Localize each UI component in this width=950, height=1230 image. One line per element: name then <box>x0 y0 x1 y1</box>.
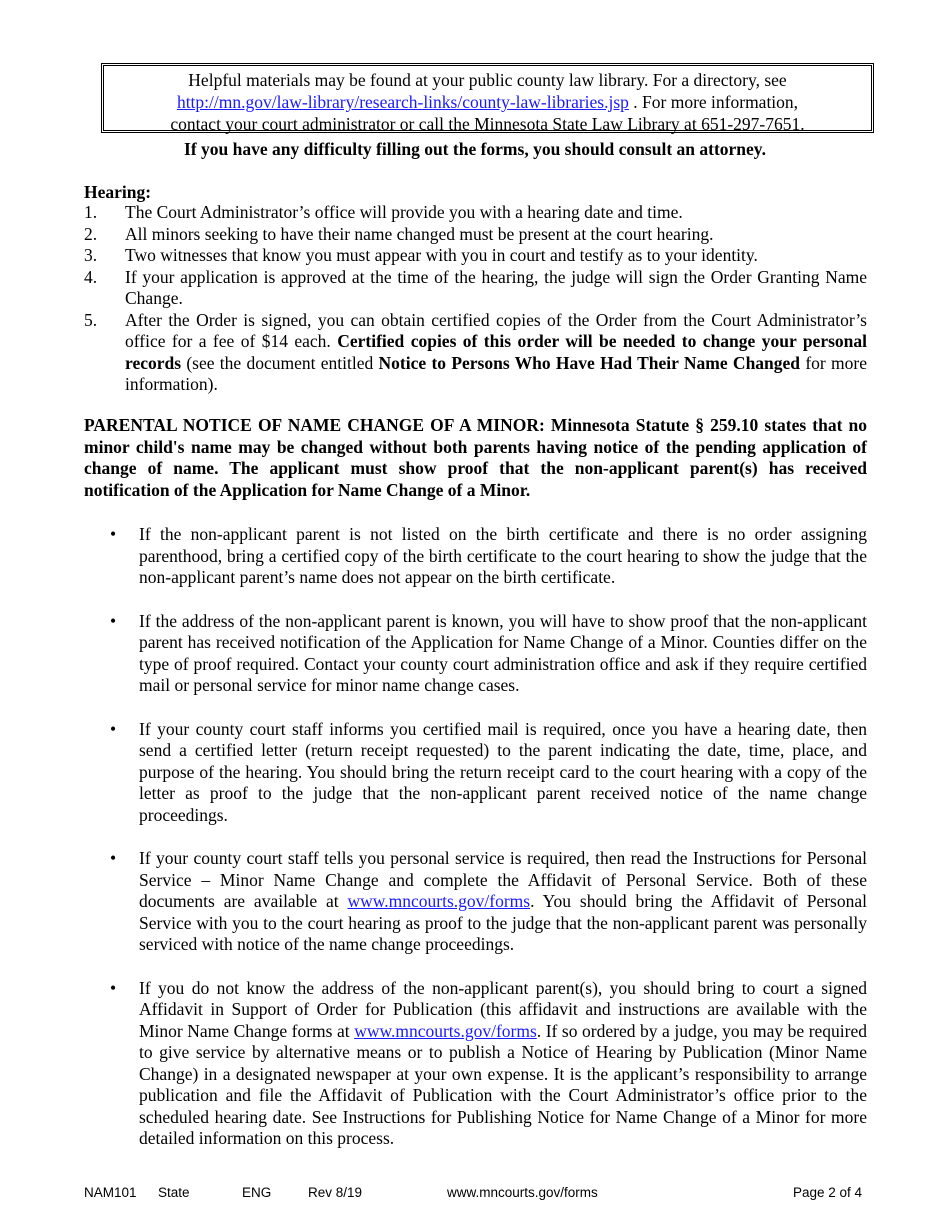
bullet-item <box>110 978 867 1150</box>
item-number: 1. <box>84 202 98 222</box>
hearing-heading: Hearing: <box>84 182 152 202</box>
footer-form-id: NAM101 <box>84 1185 137 1200</box>
county-law-libraries-link[interactable]: http://mn.gov/law-library/research-links/county-law-libraries.jsp <box>176 92 629 112</box>
bullet-item <box>110 524 867 589</box>
bullet-marker: • <box>110 848 117 868</box>
bullet-marker: • <box>110 610 117 631</box>
hearing-list <box>84 202 867 396</box>
footer-page-number: Page 2 of 4 <box>793 1185 863 1200</box>
item-number: 4. <box>84 266 98 287</box>
bullet-text: If your county court staff informs you certified mail is required, once you have a hearing date, then send a certified letter (return receipt requested) to the parent indicating the date, time, place, and purpose of the hearing. You should bring the return receipt card to the court hearing with a copy of the letter as proof to the judge that the non-applicant parent received notice of the name change proceedings. <box>139 718 867 825</box>
item-number: 5. <box>84 309 98 330</box>
notice-line-2-tail: . For more information, <box>628 92 799 112</box>
notice-document-title: Notice to Persons Who Have Had Their Name Changed <box>378 352 801 373</box>
parental-notice-paragraph: PARENTAL NOTICE OF NAME CHANGE OF A MINOR: Minnesota Statute § 259.10 states that no minor child's name may be changed without both parents having notice of the pending application of change of name. The applicant must show proof that the non-applicant parent(s) has received notification of the Application for Name Change of a Minor. <box>84 415 867 500</box>
footer-jurisdiction: State <box>158 1185 190 1200</box>
certified-copies-emphasis: Certified copies of this order will be needed to change your personal records <box>125 331 867 373</box>
hearing-item <box>84 310 867 396</box>
hearing-item <box>84 202 867 224</box>
mncourts-forms-link[interactable]: www.mncourts.gov/forms <box>347 891 531 911</box>
bullet-text-part: . If so ordered by a judge, you may be required to give service by alternative means or to publish a Notice of Hearing by Publication (Minor Name Change) in a designated newspaper at your own expense. It is the applicant’s responsibility to arrange publication and file the Affidavit of Publication with the Court Administrator’s office prior to the scheduled hearing date. See Instructions for Publishing Notice for Name Change of a Minor for more detailed information on this process. <box>139 1020 867 1148</box>
item-text: Two witnesses that know you must appear with you in court and testify as to your identity. <box>125 245 758 265</box>
item-text <box>125 310 867 396</box>
bullet-marker: • <box>110 718 117 739</box>
bullet-text: If the address of the non-applicant parent is known, you will have to show proof that the non-applicant parent has received notification of the Application for Name Change of a Minor. Counties differ on the type of proof required. Contact your county court administration office and ask if they require certified mail or personal service for minor name change cases. <box>139 610 867 695</box>
bullet-marker: • <box>110 524 117 544</box>
bullet-item <box>110 719 867 827</box>
notice-line-1: Helpful materials may be found at your public county law library. For a directory, see <box>188 70 787 90</box>
proof-bullet-list <box>110 524 867 1172</box>
bullet-text <box>139 978 867 1150</box>
item-text: All minors seeking to have their name changed must be present at the court hearing. <box>125 223 714 244</box>
item-text-part: for more information). <box>125 352 867 394</box>
hearing-item <box>84 245 867 267</box>
bullet-text: If the non-applicant parent is not listed on the birth certificate and there is no order assigning parenthood, bring a certified copy of the birth certificate to the court hearing to show the judge that the non-applicant parent’s name does not appear on the birth certificate. <box>139 524 867 587</box>
bullet-text <box>139 848 867 956</box>
item-text-part: After the Order is signed, you can obtain certified copies of the Order from the Court Administrator’s office for a fee of $14 each. <box>125 309 867 351</box>
bullet-text-part: If you do not know the address of the non-applicant parent(s), you should bring to court a signed Affidavit in Support of Order for Publication (this affidavit and instructions are available with the Minor Name Change forms at <box>139 977 867 1041</box>
bullet-text-part: If your county court staff tells you personal service is required, then read the Instructions for Personal Service – Minor Name Change and complete the Affidavit of Personal Service. Both of these documents are available at <box>139 848 867 911</box>
mncourts-forms-link[interactable]: www.mncourts.gov/forms <box>354 1020 537 1041</box>
footer-language: ENG <box>242 1185 272 1200</box>
item-text: If your application is approved at the time of the hearing, the judge will sign the Order Granting Name Change. <box>125 266 867 308</box>
footer-revision: Rev 8/19 <box>308 1185 363 1200</box>
notice-line-2 <box>104 91 871 113</box>
hearing-item <box>84 224 867 246</box>
bullet-text-part: . You should bring the Affidavit of Personal Service with you to the court hearing as proof to the judge that the non-applicant parent was personally serviced with notice of the name change proceedings. <box>139 891 867 954</box>
item-number: 2. <box>84 223 98 244</box>
hearing-item <box>84 267 867 310</box>
item-text: The Court Administrator’s office will provide you with a hearing date and time. <box>125 202 683 222</box>
footer-website: www.mncourts.gov/forms <box>447 1185 598 1200</box>
bullet-item <box>110 611 867 697</box>
law-library-notice-box <box>101 63 874 133</box>
bullet-item <box>110 848 867 956</box>
item-number: 3. <box>84 245 98 265</box>
page-footer <box>0 1185 950 1203</box>
consult-attorney-notice: If you have any difficulty filling out the forms, you should consult an attorney. <box>184 139 766 159</box>
bullet-marker: • <box>110 977 117 998</box>
item-text-part: (see the document entitled <box>181 352 379 373</box>
notice-line-3: contact your court administrator or call the Minnesota State Law Library at 651-297-7651. <box>170 114 805 134</box>
